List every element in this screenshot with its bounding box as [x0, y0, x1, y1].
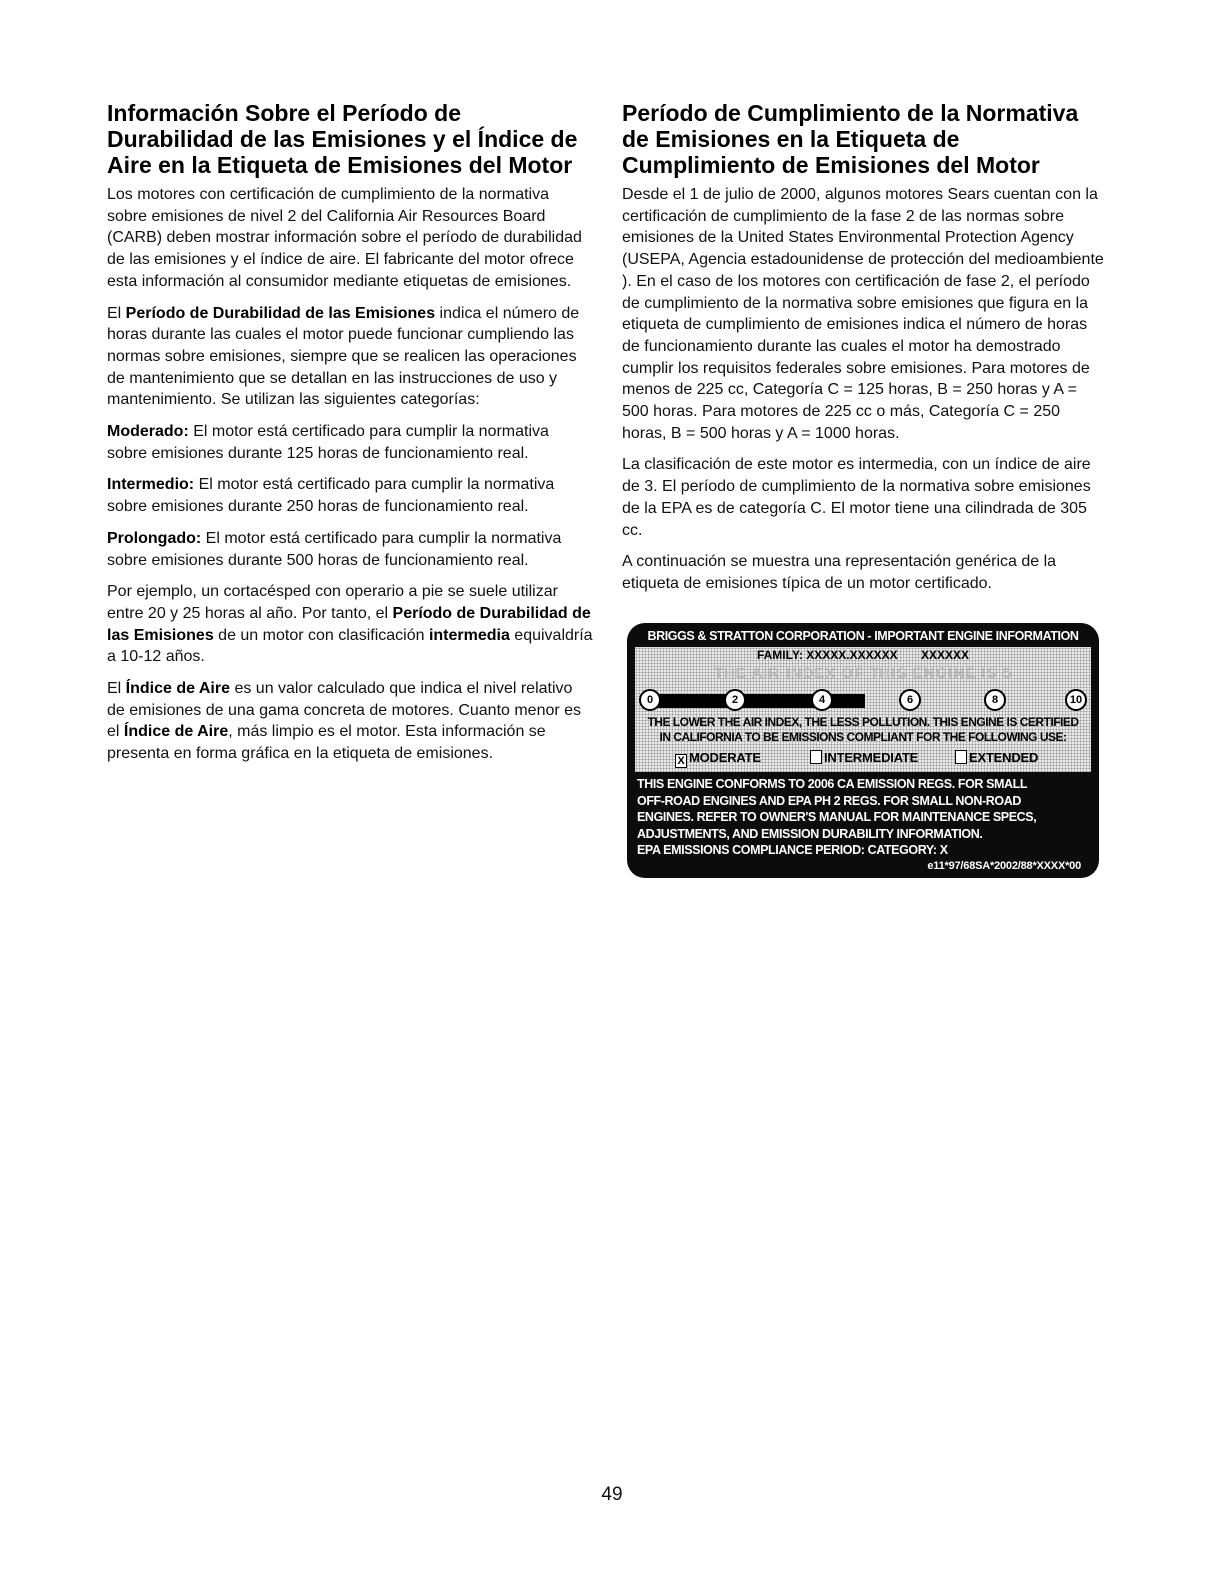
- air-index-scale: [639, 689, 1087, 711]
- right-paragraph-compliance: Desde el 1 de julio de 2000, algunos motores Sears cuentan con la certificación de cumplimiento de la fase 2 de las normas sobre emisiones de la United States Environmental Protection Agency (USEPA, Agencia estadounidense de protección del medioambiente ). En el caso de los motores con certificación de fase 2, el período de cumplimiento de la normativa sobre emisiones que figura en la etiqueta de cumplimiento de emisiones indica el número de horas de funcionamiento durante las cuales el motor ha demostrado cumplir los requisitos federales sobre emisiones. Para motores de menos de 225 cc, Categoría C = 125 horas, B = 250 horas y A = 500 horas. Para motores de 225 cc o más, Categoría C = 250 horas, B = 500 horas y A = 1000 horas.: [622, 186, 1104, 442]
- right-paragraph-classification: La clasificación de este motor es intermedia, con un índice de aire de 3. El período de cumplimiento de la normativa sobre emisiones de la EPA es de categoría C. El motor tiene una cilindrada de 305 cc.: [622, 456, 1091, 539]
- category-prolongado: Prolongado: El motor está certificado para cumplir la normativa sobre emisiones durante 500 horas de funcionamiento real.: [107, 529, 562, 569]
- left-paragraph-air-index: El Índice de Aire es un valor calculado que indica el nivel relativo de emisiones de una gama concreta de motores. Cuanto menor es el Índice de Aire, más limpio es el motor. Esta información se presenta en forma gráfica en la etiqueta de emisiones.: [107, 680, 582, 763]
- scale-tick-8: 8: [984, 689, 1006, 711]
- label-categories: [635, 750, 1091, 770]
- emissions-label: [627, 623, 1099, 878]
- checkbox-icon: X: [675, 754, 687, 768]
- label-family: [635, 648, 1091, 662]
- right-heading: Período de Cumplimiento de la Normativa de Emisiones en la Etiqueta de Cumplimiento de Emisiones del Motor: [622, 100, 1079, 178]
- air-index-value: 5: [1002, 665, 1013, 682]
- page-number: 49: [601, 1484, 623, 1505]
- left-column: [107, 100, 593, 775]
- label-family-code: XXXXXX: [921, 648, 970, 662]
- scale-tick-2: 2: [724, 689, 746, 711]
- right-paragraph-label-intro: A continuación se muestra una representación genérica de la etiqueta de emisiones típica de un motor certificado.: [622, 553, 1057, 592]
- label-certification-code: e11*97/68SA*2002/88*XXXX*00: [927, 860, 1081, 872]
- scale-tick-10: 10: [1065, 689, 1087, 711]
- scale-tick-0: 0: [639, 689, 661, 711]
- left-paragraph-durability: El Período de Durabilidad de las Emisiones indica el número de horas durante las cuales el motor puede funcionar cumpliendo las normas sobre emisiones, siempre que se realicen las operaciones de mantenimiento que se detallan en las instrucciones de uso y mantenimiento. Se utilizan las siguientes categorías:: [107, 304, 580, 409]
- label-body: THIS ENGINE CONFORMS TO 2006 CA EMISSION REGS. FOR SMALL OFF-ROAD ENGINES AND EPA PH 2 REGS. FOR SMALL NON-ROAD ENGINES. REFER TO OWNER'S MANUAL FOR MAINTENANCE SPECS, ADJUSTMENTS, AND EMISSION DURABILITY INFORMATION. EPA EMISSIONS COMPLIANCE PERIOD: CATEGORY: X: [637, 777, 1037, 857]
- left-paragraph-intro: Los motores con certificación de cumplimiento de la normativa sobre emisiones de nivel 2 del California Air Resources Board (CARB) deben mostrar información sobre el período de durabilidad de las emisiones y el índice de aire. El fabricante del motor ofrece esta información al consumidor mediante etiquetas de emisiones.: [107, 186, 582, 290]
- label-category-moderate: X MODERATE: [675, 750, 761, 768]
- right-column: [622, 100, 1108, 605]
- checkbox-icon: [810, 750, 822, 764]
- checkbox-icon: [955, 750, 967, 764]
- category-moderado: Moderado: El motor está certificado para cumplir la normativa sobre emisiones durante 125 horas de funcionamiento real.: [107, 423, 549, 462]
- label-category-intermediate: INTERMEDIATE: [810, 750, 918, 765]
- label-statement: THE LOWER THE AIR INDEX, THE LESS POLLUTION. THIS ENGINE IS CERTIFIED IN CALIFORNIA TO BE EMISSIONS COMPLIANT FOR THE FOLLOWING USE:: [647, 715, 1079, 744]
- scale-tick-4: 4: [811, 689, 833, 711]
- left-heading: Información Sobre el Período de Durabilidad de las Emisiones y el Índice de Aire en la Etiqueta de Emisiones del Motor: [107, 100, 578, 178]
- air-index-title: THE AIR INDEX OF THIS ENGINE IS 5: [713, 665, 1013, 682]
- left-paragraph-example: Por ejemplo, un cortacésped con operario a pie se suele utilizar entre 20 y 25 horas al año. Por tanto, el Período de Durabilidad de las Emisiones de un motor con clasificación intermedia equivaldría a 10-12 años.: [107, 583, 593, 666]
- label-header: BRIGGS & STRATTON CORPORATION - IMPORTANT ENGINE INFORMATION: [647, 629, 1079, 643]
- label-category-extended: EXTENDED: [955, 750, 1038, 765]
- label-family-text: FAMILY: XXXXX.XXXXXX: [756, 648, 898, 662]
- scale-tick-6: 6: [899, 689, 921, 711]
- label-air-index-band: [635, 647, 1091, 772]
- category-intermedio: Intermedio: El motor está certificado para cumplir la normativa sobre emisiones durante 250 horas de funcionamiento real.: [107, 476, 555, 516]
